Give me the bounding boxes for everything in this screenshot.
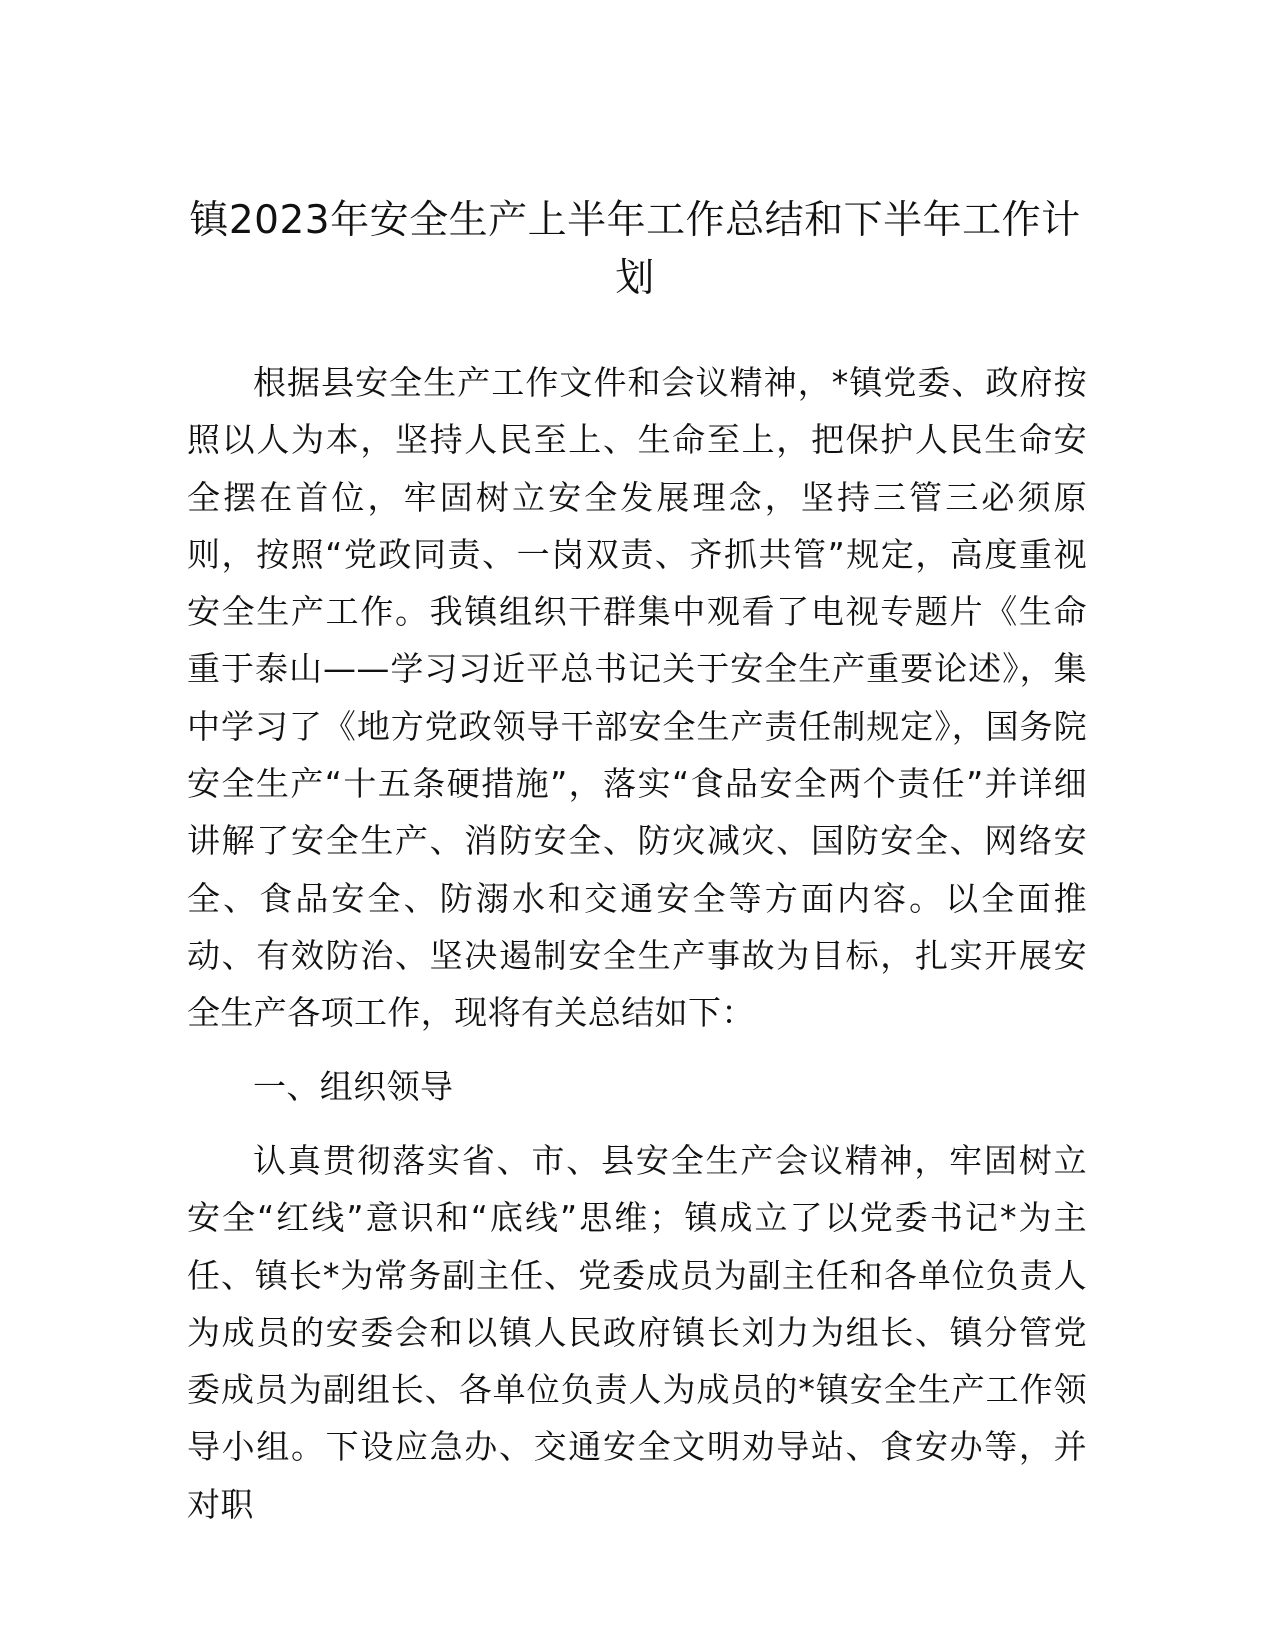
document-title: 镇2023年安全生产上半年工作总结和下半年工作计划 [189,198,1081,301]
body-paragraph-organization: 认真贯彻落实省、市、县安全生产会议精神，牢固树立安全“红线”意识和“底线”思维；镇成立了以党委书记*为主任、镇长*为常务副主任、党委成员为副主任和各单位负责人为成员的安委会和以镇人民政府镇长刘力为组长、镇分管党委成员为副组长、各单位负责人为成员的*镇安全生产工作领导小组。下设应急办、交通安全文明劝导站、食安办等，并对职 [187,1141,1087,1524]
section-heading-organization: 一、组织领导 [253,1067,454,1106]
body-paragraph-intro: 根据县安全生产工作文件和会议精神，*镇党委、政府按照以人为本，坚持人民至上、生命至上，把保护人民生命安全摆在首位，牢固树立安全发展理念，坚持三管三必须原则，按照“党政同责、一岗双责、齐抓共管”规定，高度重视安全生产工作。我镇组织干群集中观看了电视专题片《生命重于泰山——学习习近平总书记关于安全生产重要论述》，集中学习了《地方党政领导干部安全生产责任制规定》，国务院安全生产“十五条硬措施”，落实“食品安全两个责任”并详细讲解了安全生产、消防安全、防灾减灾、国防安全、网络安全、食品安全、防溺水和交通安全等方面内容。以全面推动、有效防治、坚决遏制安全生产事故为目标，扎实开展安全生产各项工作，现将有关总结如下： [187,363,1087,1033]
